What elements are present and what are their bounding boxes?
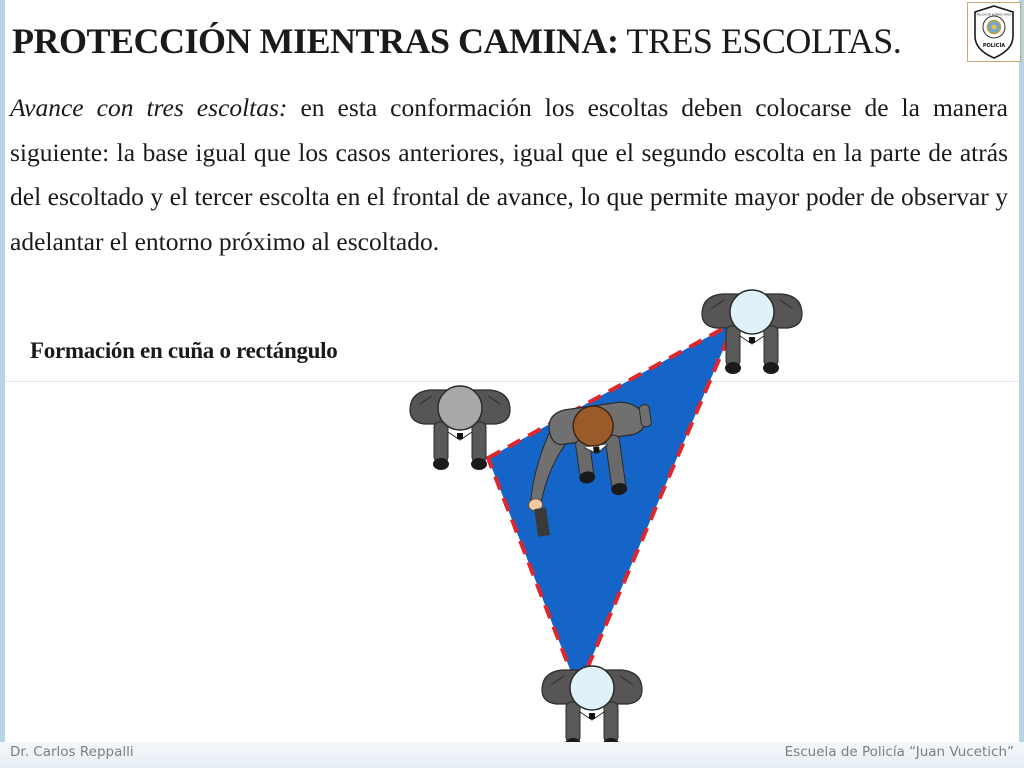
title-bold: PROTECCIÓN MIENTRAS CAMINA: (12, 21, 619, 61)
logo-top-text: POLICÍA DE BUENOS AIRES (976, 13, 1012, 17)
paragraph-body: en esta conformación los escoltas deben colocarse de la manera siguiente: la base igual que los casos anteriores, igual que el segundo escolta en la parte de atrás del escoltado y el tercer escolta en el frontal de avance, lo que permite mayor poder de observar y adelantar el entorno próximo al escoltado. (10, 93, 1009, 256)
formation-triangle (488, 322, 735, 690)
section-subtitle: Formación en cuña o rectángulo (30, 338, 338, 363)
footer-author: Dr. Carlos Reppalli (10, 744, 134, 760)
footer-school: Escuela de Policía “Juan Vucetich” (784, 744, 1014, 760)
escort-left-head (438, 386, 482, 430)
escort-rear-figure (542, 666, 642, 750)
logo-bottom-text: POLICÍA (982, 43, 1006, 49)
title-rest: TRES ESCOLTAS. (618, 21, 902, 61)
escort-front-head (730, 290, 774, 334)
paragraph-lead: Avance con tres escoltas: (10, 93, 288, 122)
escort-rear-head (570, 666, 614, 710)
